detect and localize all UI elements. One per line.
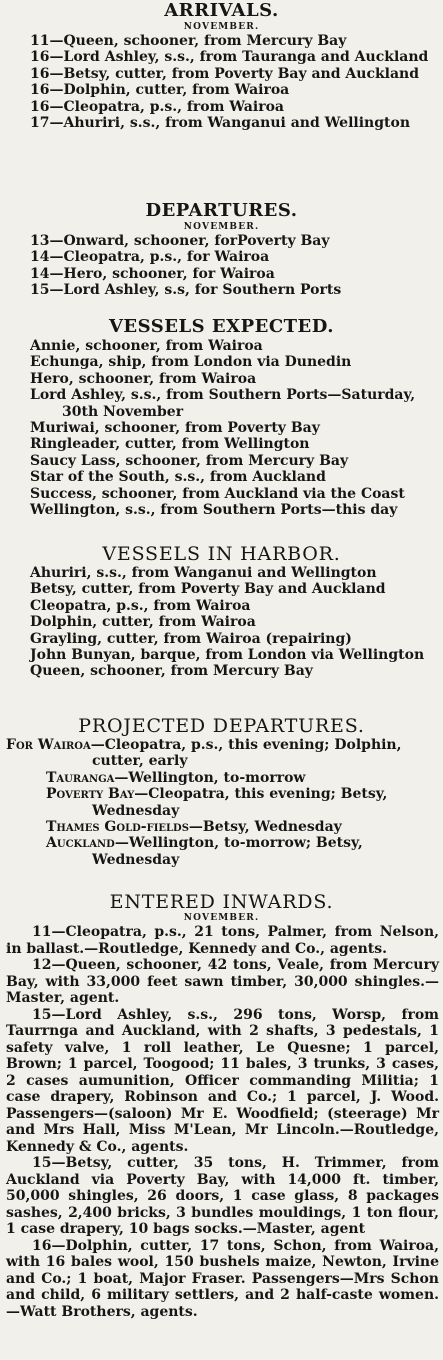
arrival-item: 11—Queen, schooner, from Mercury Bay [30, 33, 347, 49]
expected-vessel-item: Star of the South, s.s., from Auckland [30, 469, 326, 486]
arrival-item: 17—Ahuriri, s.s., from Wanganui and Wellington [30, 115, 410, 132]
vessels-expected-heading: VESSELS EXPECTED. [108, 316, 335, 337]
projected-details: —Wellington, to-morrow; Betsy, Wednesday [92, 835, 363, 868]
vessels-in-harbor-section [0, 543, 443, 680]
departures-section [0, 200, 443, 299]
expected-vessel-item: Muriwai, schooner, from Poverty Bay [30, 420, 320, 437]
harbor-vessel-item: Cleopatra, p.s., from Wairoa [30, 597, 251, 614]
expected-vessel-item: Hero, schooner, from Wairoa [30, 370, 257, 387]
harbor-vessel-item: John Bunyan, barque, from London via Wellington [30, 647, 425, 664]
projected-item [0, 835, 443, 868]
expected-vessel-item: Echunga, ship, from London via Dunedin [30, 354, 352, 371]
entered-inwards-heading: ENTERED INWARDS. [109, 891, 334, 913]
harbor-vessel-item: Ahuriri, s.s., from Wanganui and Wellington [30, 565, 377, 581]
departures-heading: DEPARTURES. [145, 200, 298, 221]
departure-item: 15—Lord Ashley, s.s, for Southern Ports [30, 282, 342, 299]
projected-item [0, 819, 443, 835]
entered-inwards-month: NOVEMBER. [183, 913, 260, 923]
projected-item [0, 770, 443, 786]
arrival-item: 16—Cleopatra, p.s., from Wairoa [30, 98, 284, 115]
projected-destination: Thames Gold-fields [46, 819, 189, 836]
arrivals-month: NOVEMBER. [183, 22, 260, 32]
expected-vessel-item: Annie, schooner, from Wairoa [30, 338, 263, 354]
entered-inwards-section [0, 891, 443, 1320]
projected-destination: Poverty Bay [46, 786, 135, 803]
projected-item [0, 737, 443, 770]
expected-vessel-item: Saucy Lass, schooner, from Mercury Bay [30, 452, 349, 469]
projected-destination: Tauranga [46, 769, 115, 786]
vessels-expected-section [0, 316, 443, 518]
entered-inwards-paragraph: 11—Cleopatra, p.s., 21 tons, Palmer, from Nelson, in ballast.—Routledge, Kennedy and Co., agents. [6, 924, 439, 957]
entered-inwards-paragraph: 15—Lord Ashley, s.s., 296 tons, Worsp, from Taurrnga and Auckland, with 2 shafts, 3 pedestals, 1 safety valve, 1 roll leather, Le Quesne; 1 parcel, Brown; 1 parcel, Toogood; 11 bales, 3 trunks, 3 cases, 2 cases aumunition, Officer commanding Militia; 1 case drapery, Robinson and Co.; 1 parcel, J. Wood. Passengers—(saloon) Mr E. Woodfield; (steerage) Mr and Mrs Hall, Miss M'Lean, Mr Lincoln.—Routledge, Kennedy & Co., agents. [6, 1006, 439, 1155]
departures-month: NOVEMBER. [183, 222, 260, 232]
harbor-vessel-item: Queen, schooner, from Mercury Bay [30, 663, 313, 680]
expected-vessel-item: Success, schooner, from Auckland via the Coast [30, 485, 405, 502]
projected-details: —Cleopatra, this evening; Betsy, Wednesday [92, 786, 388, 819]
arrival-item: 16—Lord Ashley, s.s., from Tauranga and Auckland [30, 49, 429, 66]
expected-vessel-item: Ringleader, cutter, from Wellington [30, 436, 310, 453]
projected-destination: For Wairoa [6, 737, 91, 753]
expected-vessel-item: Wellington, s.s., from Southern Ports—this day [30, 502, 398, 519]
projected-destination: Auckland [46, 835, 115, 852]
arrival-item: 16—Betsy, cutter, from Poverty Bay and Auckland [30, 65, 420, 82]
expected-vessel-item: Lord Ashley, s.s., from Southern Ports—Saturday, 30th November [30, 387, 416, 420]
entered-inwards-paragraph: 15—Betsy, cutter, 35 tons, H. Trimmer, from Auckland via Poverty Bay, with 14,000 ft. timber, 50,000 shingles, 26 doors, 1 case glass, 8 packages sashes, 2,400 bricks, 3 bundles mouldings, 1 ton flour, 1 case drapery, 10 bags socks.—Master, agent [6, 1155, 439, 1237]
departure-item: 13—Onward, schooner, forPoverty Bay [30, 233, 330, 249]
arrivals-heading: ARRIVALS. [164, 0, 279, 21]
projected-details: —Cleopatra, p.s., this evening; Dolphin, cutter, early [90, 737, 402, 770]
arrival-item: 16—Dolphin, cutter, from Wairoa [30, 82, 290, 99]
projected-details: —Betsy, Wednesday [188, 819, 342, 836]
projected-departures-section [0, 715, 443, 868]
harbor-vessel-item: Betsy, cutter, from Poverty Bay and Auckland [30, 581, 386, 598]
projected-departures-heading: PROJECTED DEPARTURES. [78, 715, 365, 737]
harbor-vessel-item: Grayling, cutter, from Wairoa (repairing) [30, 630, 352, 647]
harbor-vessel-item: Dolphin, cutter, from Wairoa [30, 614, 256, 631]
projected-details: —Wellington, to-morrow [114, 769, 306, 786]
arrivals-section [0, 0, 443, 131]
entered-inwards-paragraph: 12—Queen, schooner, 42 tons, Veale, from Mercury Bay, with 33,000 feet sawn timber, 30,000 shingles.—Master, agent. [6, 957, 439, 1006]
vessels-in-harbor-heading: VESSELS IN HARBOR. [102, 543, 341, 565]
departure-item: 14—Hero, schooner, for Wairoa [30, 265, 275, 282]
entered-inwards-paragraph: 16—Dolphin, cutter, 17 tons, Schon, from Wairoa, with 16 bales wool, 150 bushels maize, Newton, Irvine and Co.; 1 boat, Major Fraser. Passengers—Mrs Schon and child, 6 military settlers, and 2 half-caste women.—Watt Brothers, agents. [6, 1237, 439, 1320]
departure-item: 14—Cleopatra, p.s., for Wairoa [30, 249, 270, 266]
projected-item [0, 786, 443, 819]
